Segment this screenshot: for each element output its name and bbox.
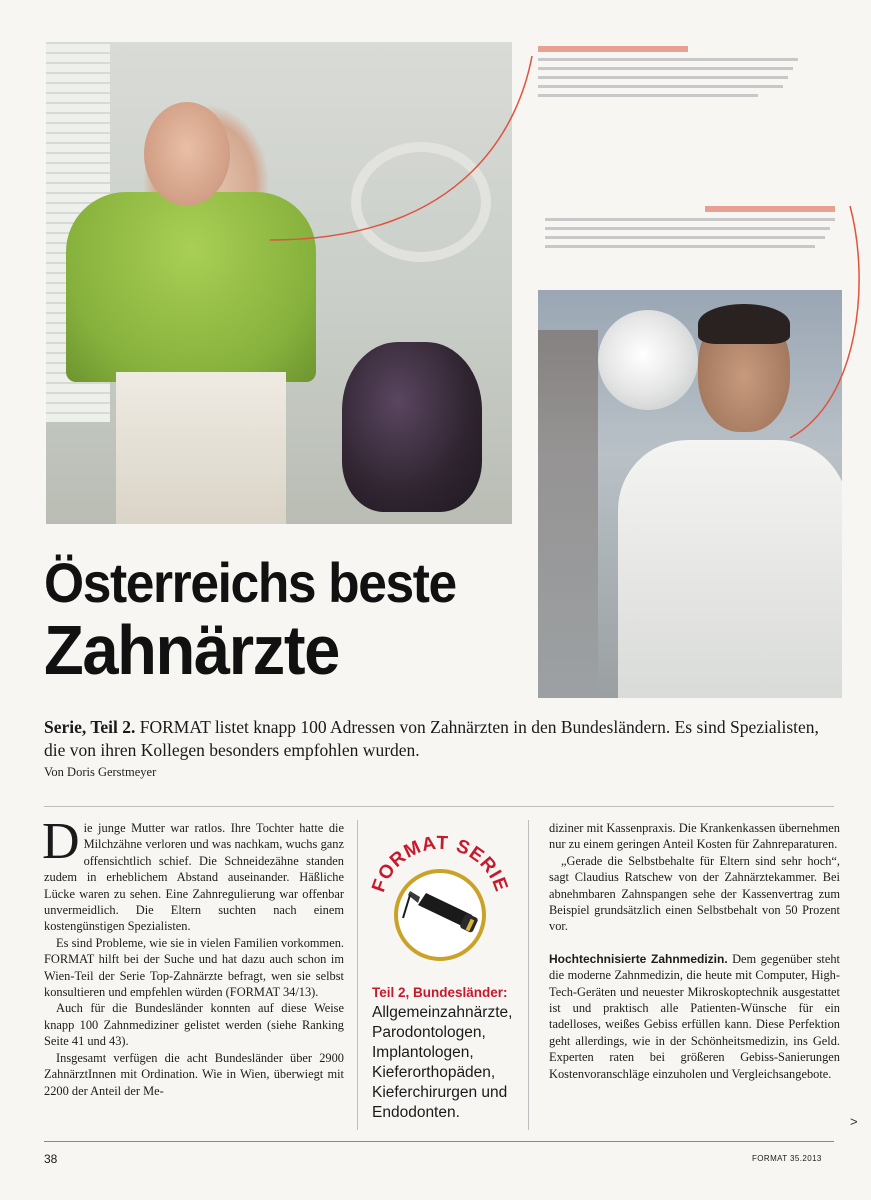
column-divider-2 xyxy=(528,820,529,1130)
rule-top xyxy=(44,806,834,807)
paragraph-text: ie junge Mutter war ratlos. Ihre Tochter hatte die Milchzähne verloren und was nachkam, wuchs ganz offensichtlich schief. Die Schneidezähne standen zudem in erheblichem Abstand auseinander. Häßliche Lücke waren zu sehen. Eine Zahnregulierung war offenbar unvermeidlich. Die Eltern suchten nach einem kostengünstigen Spezialisten. xyxy=(44,821,344,934)
dropcap: D xyxy=(42,813,80,870)
photo-dentist-left xyxy=(46,42,512,524)
photo-green-shirt xyxy=(66,192,316,382)
badge-text: FORMAT SERIE xyxy=(368,832,512,895)
column-divider-1 xyxy=(357,820,358,1130)
photo-dental-chair xyxy=(342,342,482,512)
subhead: Hochtechnisierte Zahnmedizin. xyxy=(549,951,728,966)
lead-paragraph xyxy=(44,716,824,762)
photo-surgical-lamp xyxy=(598,310,698,410)
paragraph: Es sind Probleme, wie sie in vielen Familien vorkommen. FORMAT hilft bei der Suche und hat dazu auch schon im Wien-Teil der Serie Top-Zahnärzte befragt, wen sie selbst konsultieren und empfehlen würden (FORMAT 34/13). xyxy=(44,935,344,1000)
rule-bottom xyxy=(44,1141,834,1142)
magazine-issue: FORMAT 35.2013 xyxy=(752,1154,822,1163)
continue-arrow: > xyxy=(850,1114,858,1129)
profile-block-right xyxy=(545,206,840,248)
column-1 xyxy=(42,813,344,1099)
headline-line2: Zahnärzte xyxy=(44,611,339,689)
photo-pants xyxy=(116,372,286,524)
photo-background-person xyxy=(538,330,598,698)
column-3 xyxy=(549,820,840,1082)
paragraph: diziner mit Kassenpraxis. Die Krankenkassen übernehmen nur zu einem geringen Anteil Kosten für Zahnreparaturen. xyxy=(549,821,840,852)
lead-text: FORMAT listet knapp 100 Adressen von Zahnärzten in den Bundesländern. Es sind Spezialisten, die von ihren Kollegen besonders empfohlen wurden. xyxy=(44,717,819,760)
photo-lamp xyxy=(351,142,491,262)
headline-line1: Österreichs beste xyxy=(44,551,456,614)
profile-block-top xyxy=(538,46,808,97)
series-list: Allgemeinzahnärzte, Parodontologen, Implantologen, Kieferorthopäden, Kieferchirurgen und Endodonten. xyxy=(372,1004,513,1121)
format-serie-badge xyxy=(360,815,520,965)
byline: Von Doris Gerstmeyer xyxy=(44,765,157,779)
paragraph xyxy=(549,951,840,1082)
photo-head xyxy=(144,102,230,206)
paragraph xyxy=(42,813,344,935)
paragraph: Auch für die Bundesländer konnten auf diese Weise knapp 100 Zahnmediziner gelistet werden (siehe Ranking Seite 41 und 43). xyxy=(44,1001,344,1049)
lead-label: Serie, Teil 2. xyxy=(44,717,136,737)
paragraph: Insgesamt verfügen die acht Bundesländer über 2900 ZahnärztInnen mit Ordination. Wie in Wien, überwiegt mit 2200 der Anteil der Me- xyxy=(44,1050,344,1098)
series-title: Teil 2, Bundesländer: xyxy=(372,985,508,1000)
paragraph-text: Dem gegenüber steht die moderne Zahnmedizin, die heute mit Computer, High-Tech-Geräten und neuester Mikroskoptechnik ausgestattet ist und praktisch alle Patienten-Wünsche für ein tadelloses, weißes Gebiss erfüllen kann. Diese Perfektion geht allerdings, wie in der Schönheitsmedizin, ins Geld. Experten raten bei größeren Gebiss-Sanierungen Kostenvoranschläge einzuholen und Vergleichsangebote. xyxy=(549,951,840,1081)
headline xyxy=(44,551,544,689)
paragraph: „Gerade die Selbstbehalte für Eltern sind sehr hoch“, sagt Claudius Ratschew von der Zahnärztekammer. Bei abnehmbaren Zahnspangen sehe der Kassenvertrag zum Beispiel grundsätzlich einen Selbstbehalt von 50 Prozent vor. xyxy=(549,853,840,934)
photo-hair xyxy=(698,304,790,344)
page-number: 38 xyxy=(44,1152,58,1166)
photo-white-coat xyxy=(618,440,842,698)
photo-dentist-right xyxy=(538,290,842,698)
